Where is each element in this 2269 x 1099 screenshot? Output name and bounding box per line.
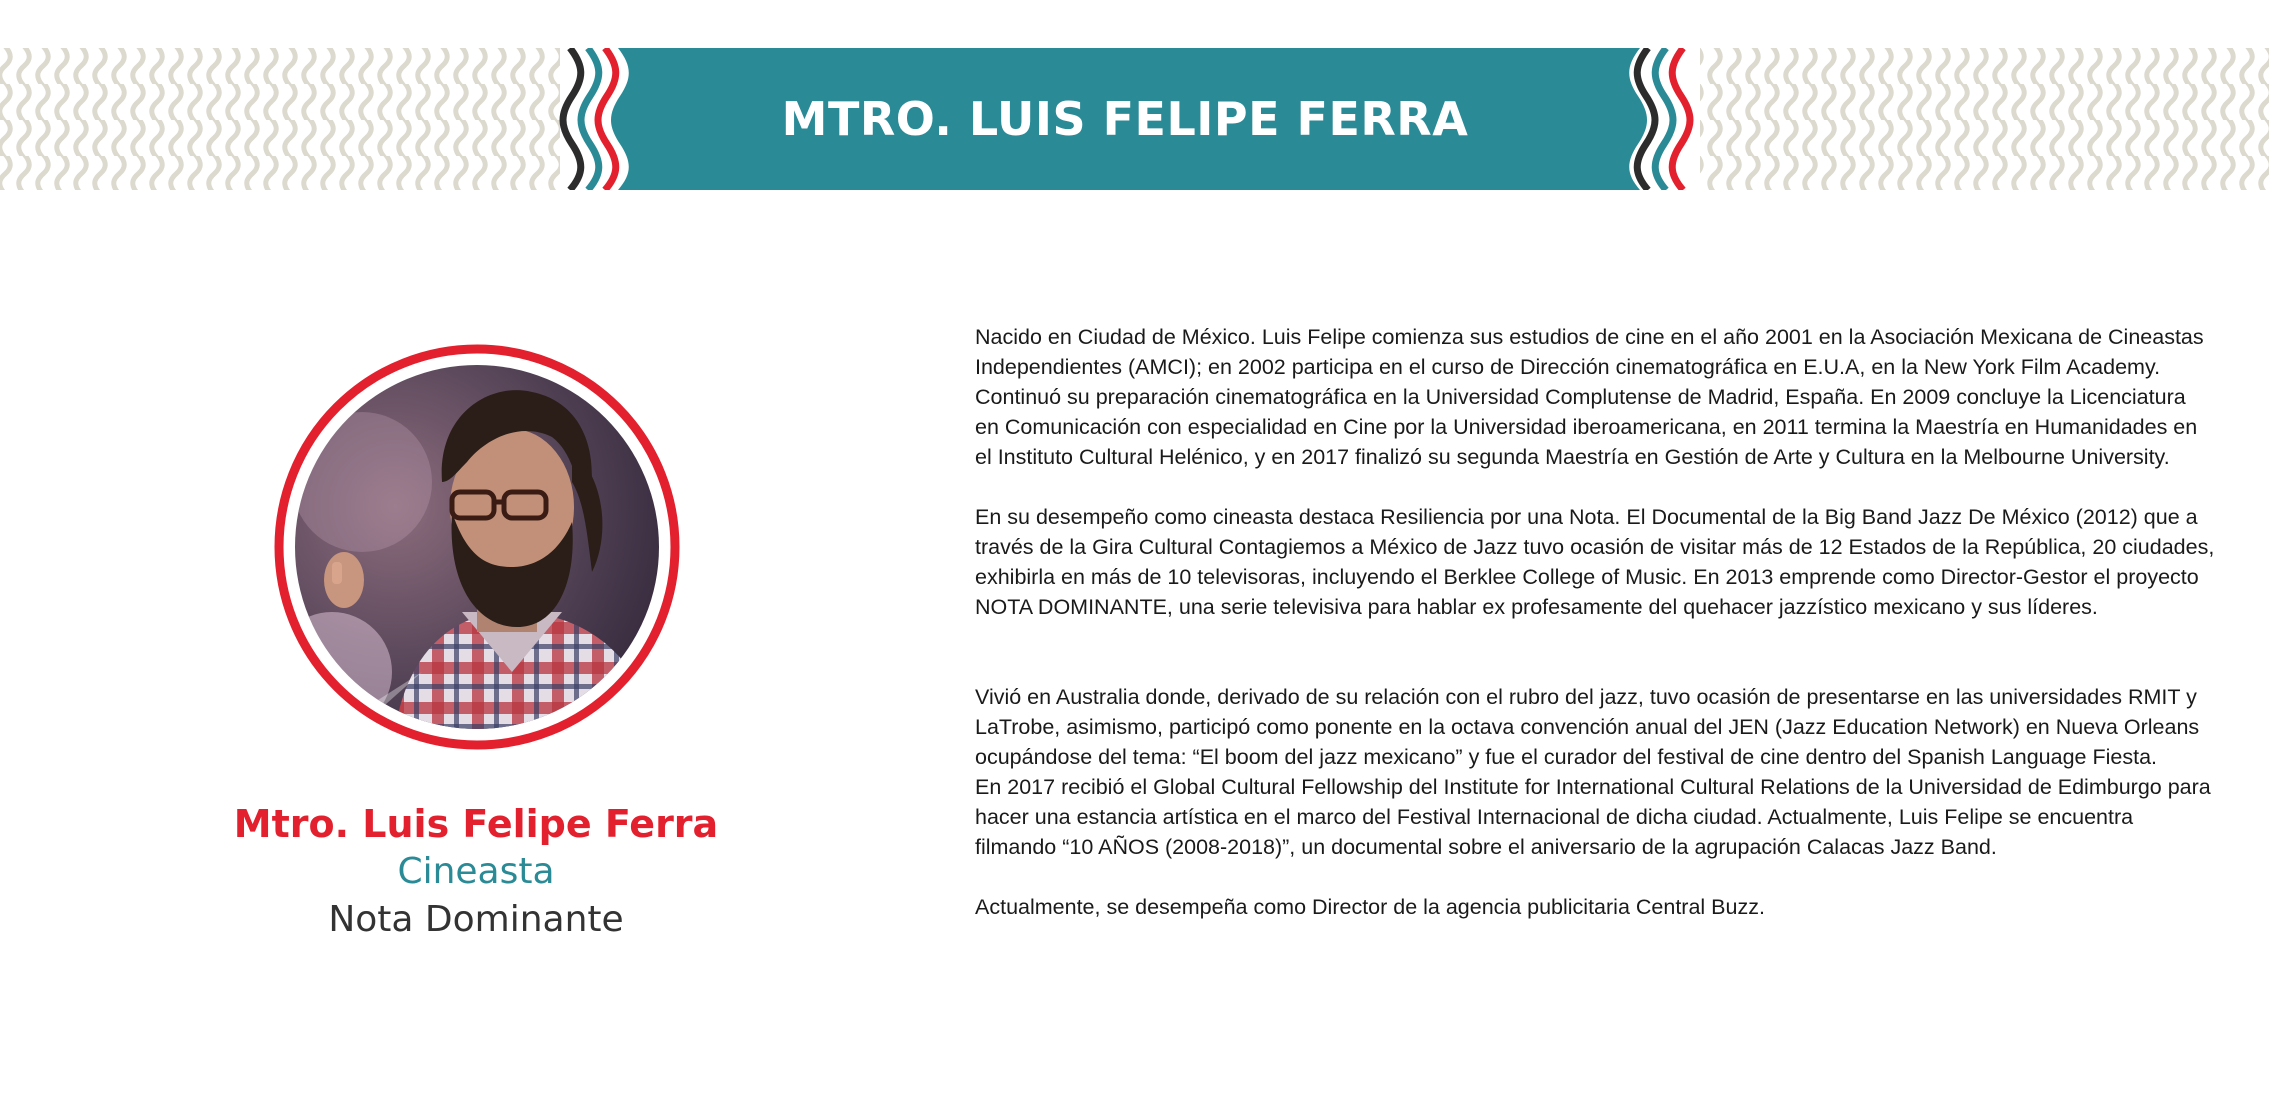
- bio-paragraph: Actualmente, se desempeña como Director de la agencia publicitaria Central Buzz.: [975, 895, 1765, 919]
- left-wave-pattern: [0, 48, 560, 190]
- person-project: Nota Dominante: [328, 899, 624, 940]
- person-name: Mtro. Luis Felipe Ferra: [233, 802, 719, 846]
- bio-paragraph: En su desempeño como cineasta destaca Resiliencia por una Nota. El Documental de la Big Band Jazz De México (2012) que a través de la Gira Cultural Contagiemos a México de Jazz tuvo ocasión de visitar más de 12 Estados de la República, 20 ciudades, exhibirla en más de 10 televisoras, incluyendo el Berklee College of Music. En 2013 emprende como Director-Gestor el proyecto NOTA DOMINANTE, una serie televisiva para hablar ex profesamente del quehacer jazzístico mexicano y sus líderes.: [975, 505, 2215, 619]
- left-stripes: [563, 48, 616, 190]
- bio-paragraph: Nacido en Ciudad de México. Luis Felipe comienza sus estudios de cine en el año 2001 en la Asociación Mexicana de Cineastas Independientes (AMCI); en 2002 participa en el curso de Dirección cinematográfica en E.U.A, en la New York Film Academy. Continuó su preparación cinematográfica en la Universidad Complutense de Madrid, España. En 2009 concluye la Licenciatura en Comunicación con especialidad en Cine por la Universidad iberoamericana, en 2011 termina la Maestría en Humanidades en el Instituto Cultural Helénico, y en 2017 finalizó su segunda Maestría en Gestión de Arte y Cultura en la Melbourne University.: [975, 325, 2204, 469]
- person-role: Cineasta: [397, 851, 555, 892]
- paragraph-spacer: [975, 472, 2215, 502]
- portrait: [272, 342, 682, 752]
- header-banner: [0, 48, 2269, 190]
- bio-paragraph: En 2017 recibió el Global Cultural Fellowship del Institute for International Cultural Relations de la Universidad de Edimburgo para hacer una estancia artística en el marco del Festival Internacional de dicha ciudad. Actualmente, Luis Felipe se encuentra filmando “10 AÑOS (2008-2018)”, un documental sobre el aniversario de la agrupación Calacas Jazz Band.: [975, 775, 2211, 859]
- portrait-photo-icon: [272, 342, 682, 752]
- biography: [975, 322, 2215, 922]
- right-wave-pattern: [1700, 48, 2269, 190]
- paragraph-spacer: [975, 622, 2215, 682]
- bio-paragraph: Vivió en Australia donde, derivado de su relación con el rubro del jazz, tuvo ocasión de presentarse en las universidades RMIT y LaTrobe, asimismo, participó como ponente en la octava convención anual del JEN (Jazz Education Network) en Nueva Orleans ocupándose del tema: “El boom del jazz mexicano” y fue el curador del festival de cine dentro del Spanish Language Fiesta.: [975, 685, 2200, 769]
- profile-caption: [176, 800, 776, 944]
- paragraph-spacer: [975, 862, 2215, 892]
- page-title: MTRO. LUIS FELIPE FERRA: [781, 92, 1469, 146]
